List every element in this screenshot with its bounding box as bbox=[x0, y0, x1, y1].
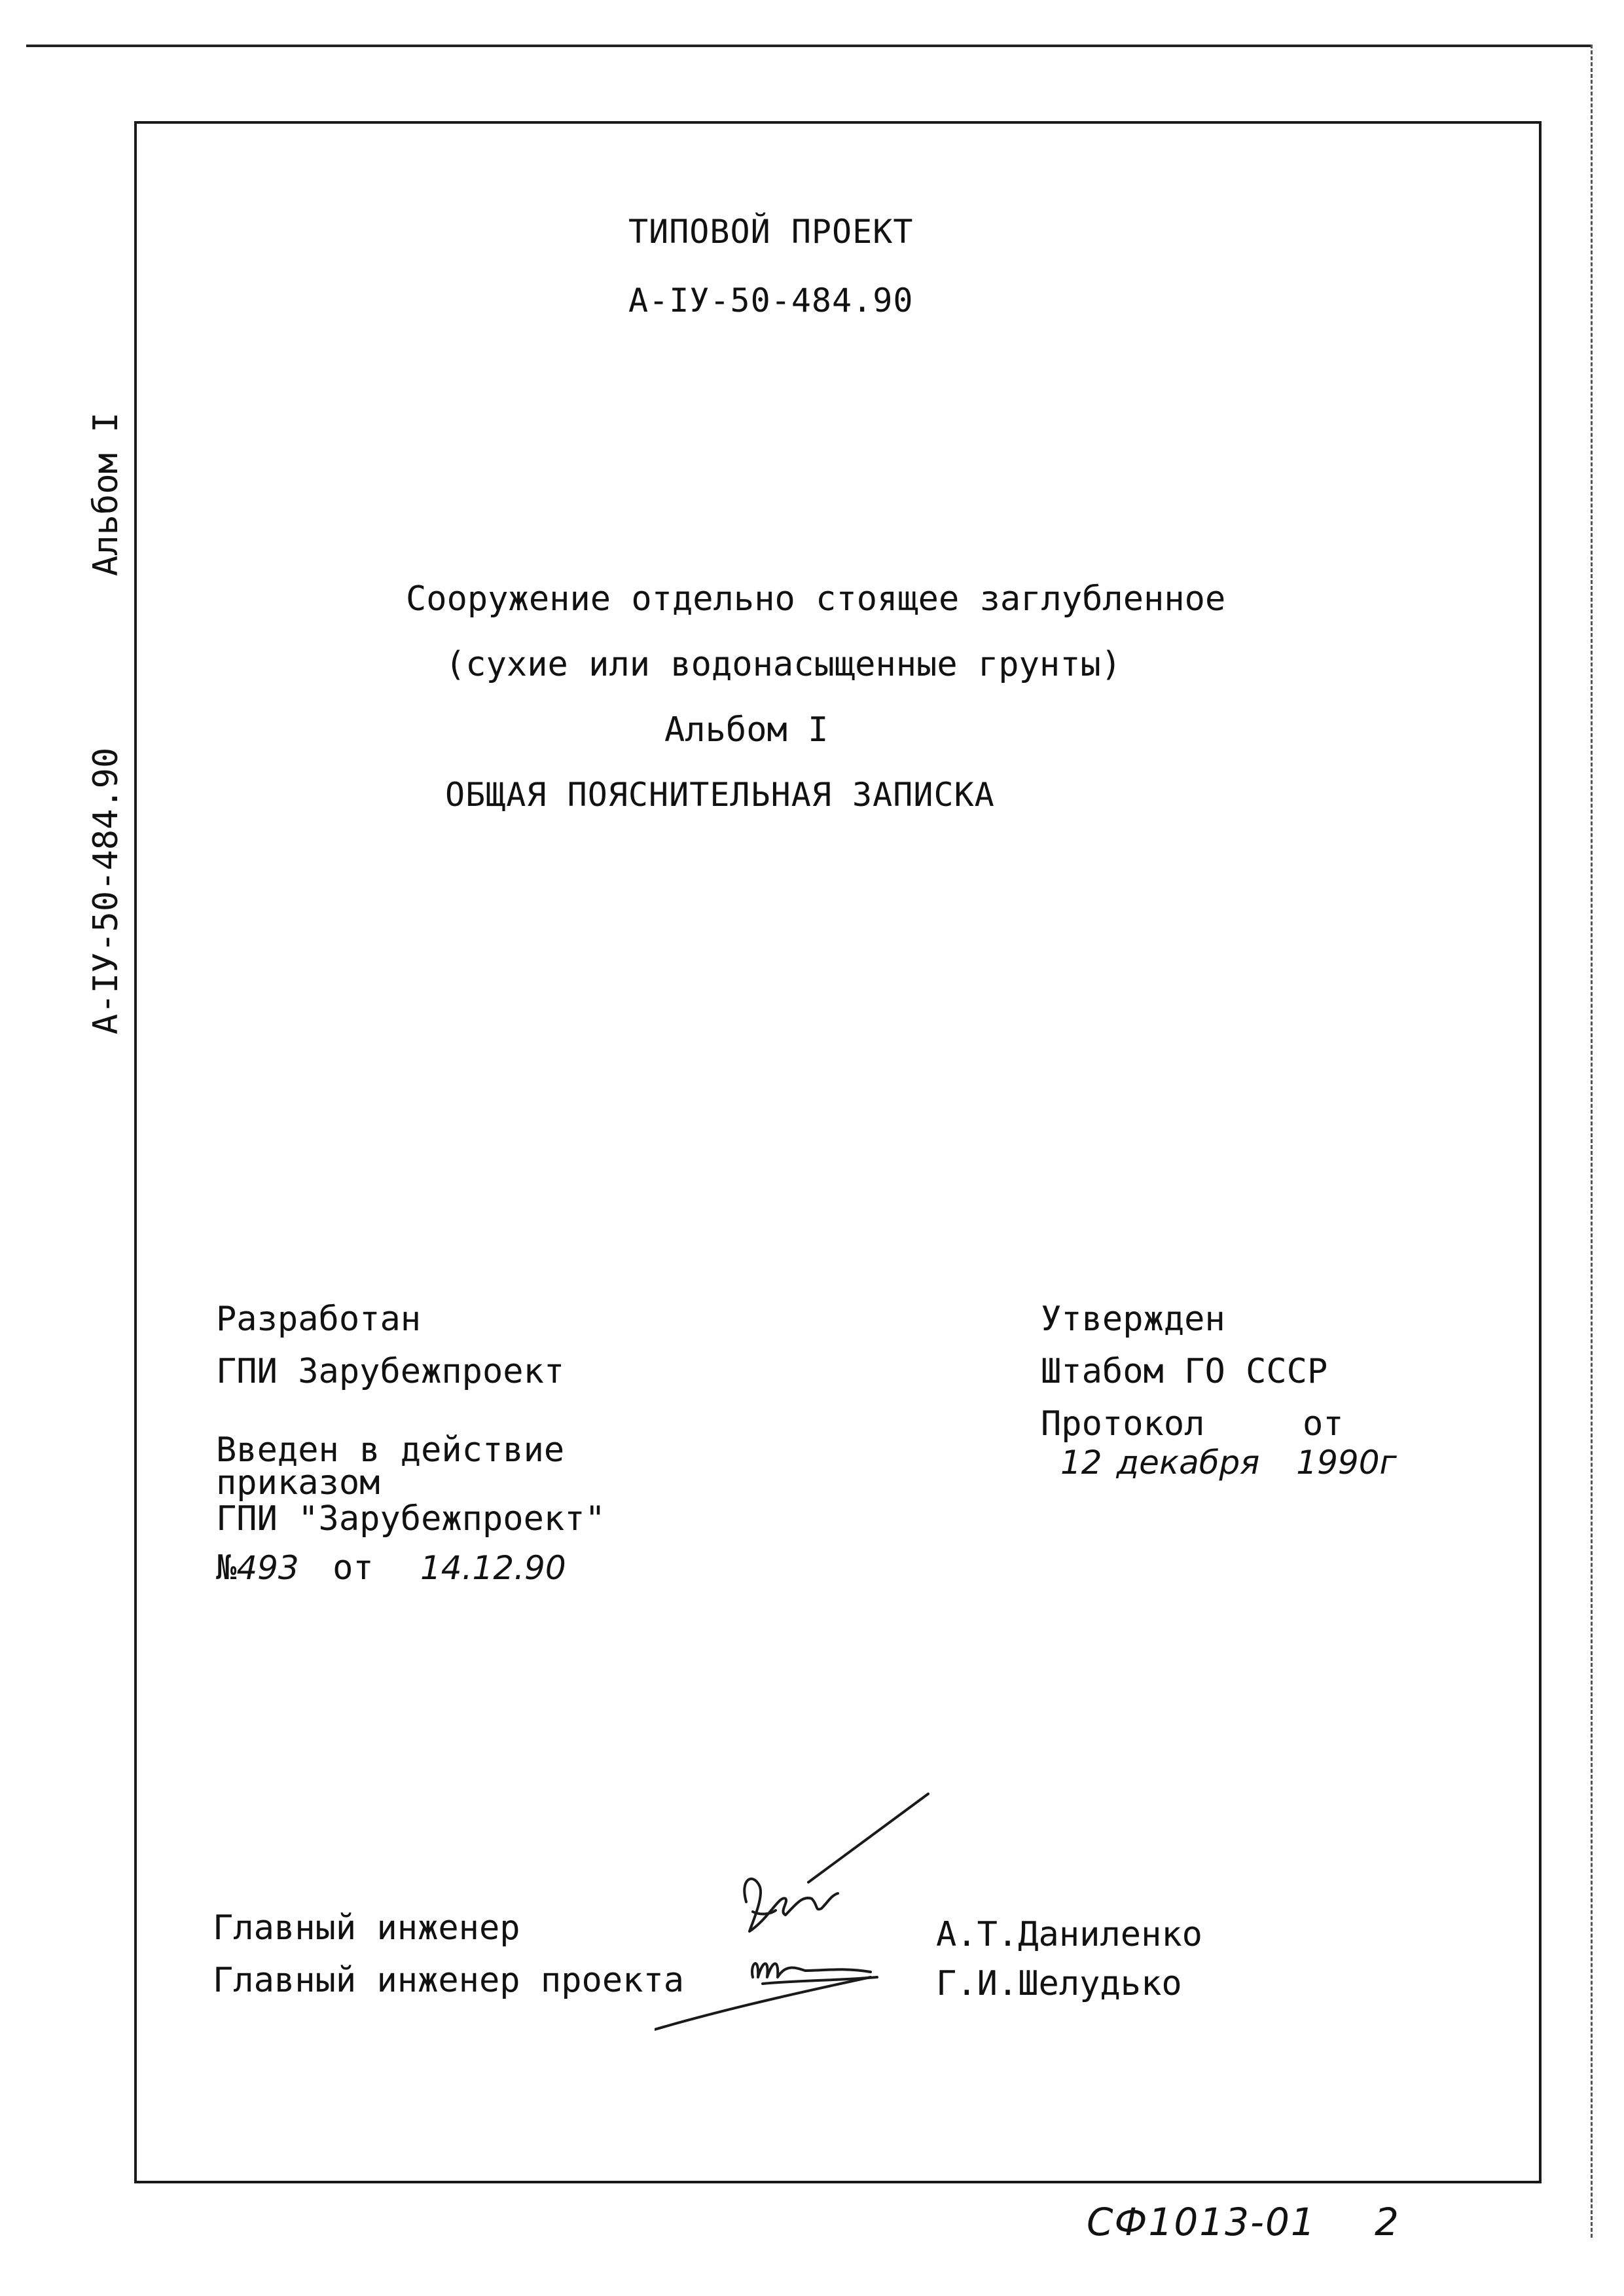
project-type-heading: ТИПОВОЙ ПРОЕКТ bbox=[628, 213, 914, 251]
protocol-from-label: от bbox=[1303, 1404, 1344, 1444]
chief-project-engineer-role: Главный инженер проекта bbox=[213, 1961, 685, 2000]
side-label-album: Альбом I bbox=[86, 412, 126, 576]
enacted-label: Введен в действие bbox=[216, 1430, 565, 1470]
structure-title: Сооружение отдельно стоящее заглубленное bbox=[406, 579, 1226, 619]
document-subtitle: ОБЩАЯ ПОЯСНИТЕЛЬНАЯ ЗАПИСКА bbox=[445, 776, 995, 814]
order-label: приказом bbox=[216, 1463, 380, 1503]
protocol-date-line bbox=[1060, 1444, 1397, 1482]
order-org: ГПИ "Зарубежпроект" bbox=[216, 1499, 605, 1539]
protocol-month: декабря bbox=[1116, 1444, 1260, 1482]
from-label: от bbox=[333, 1548, 374, 1588]
developed-label: Разработан bbox=[216, 1300, 422, 1339]
approved-by: Штабом ГО СССР bbox=[1041, 1352, 1328, 1391]
protocol-day: 12 bbox=[1060, 1444, 1102, 1482]
project-code-heading: А-IУ-50-484.90 bbox=[628, 282, 914, 319]
order-number: 493 bbox=[236, 1549, 299, 1587]
side-label-project-code: А-IУ-50-484.90 bbox=[86, 747, 126, 1034]
sheet-right-border bbox=[1591, 45, 1593, 2238]
order-number-line bbox=[216, 1548, 566, 1588]
chief-project-engineer-name: Г.И.Шелудько bbox=[936, 1964, 1182, 2003]
page-number: 2 bbox=[1375, 2200, 1400, 2244]
album-title: Альбом I bbox=[664, 710, 829, 750]
chief-engineer-name: А.Т.Даниленко bbox=[936, 1915, 1202, 1954]
developer-org: ГПИ Зарубежпроект bbox=[216, 1352, 565, 1391]
chief-engineer-role: Главный инженер bbox=[213, 1908, 520, 1948]
handwritten-signatures bbox=[655, 1781, 943, 2043]
sheet-top-border bbox=[26, 45, 1591, 47]
soil-conditions: (сухие или водонасыщенные грунты) bbox=[445, 645, 1122, 684]
approved-label: Утвержден bbox=[1041, 1300, 1225, 1339]
protocol-label: Протокол bbox=[1041, 1404, 1205, 1444]
number-prefix: № bbox=[216, 1548, 237, 1588]
protocol-year: 1990г bbox=[1296, 1444, 1397, 1482]
order-date: 14.12.90 bbox=[420, 1549, 566, 1587]
sheet-code: СФ1013-01 bbox=[1087, 2200, 1316, 2244]
